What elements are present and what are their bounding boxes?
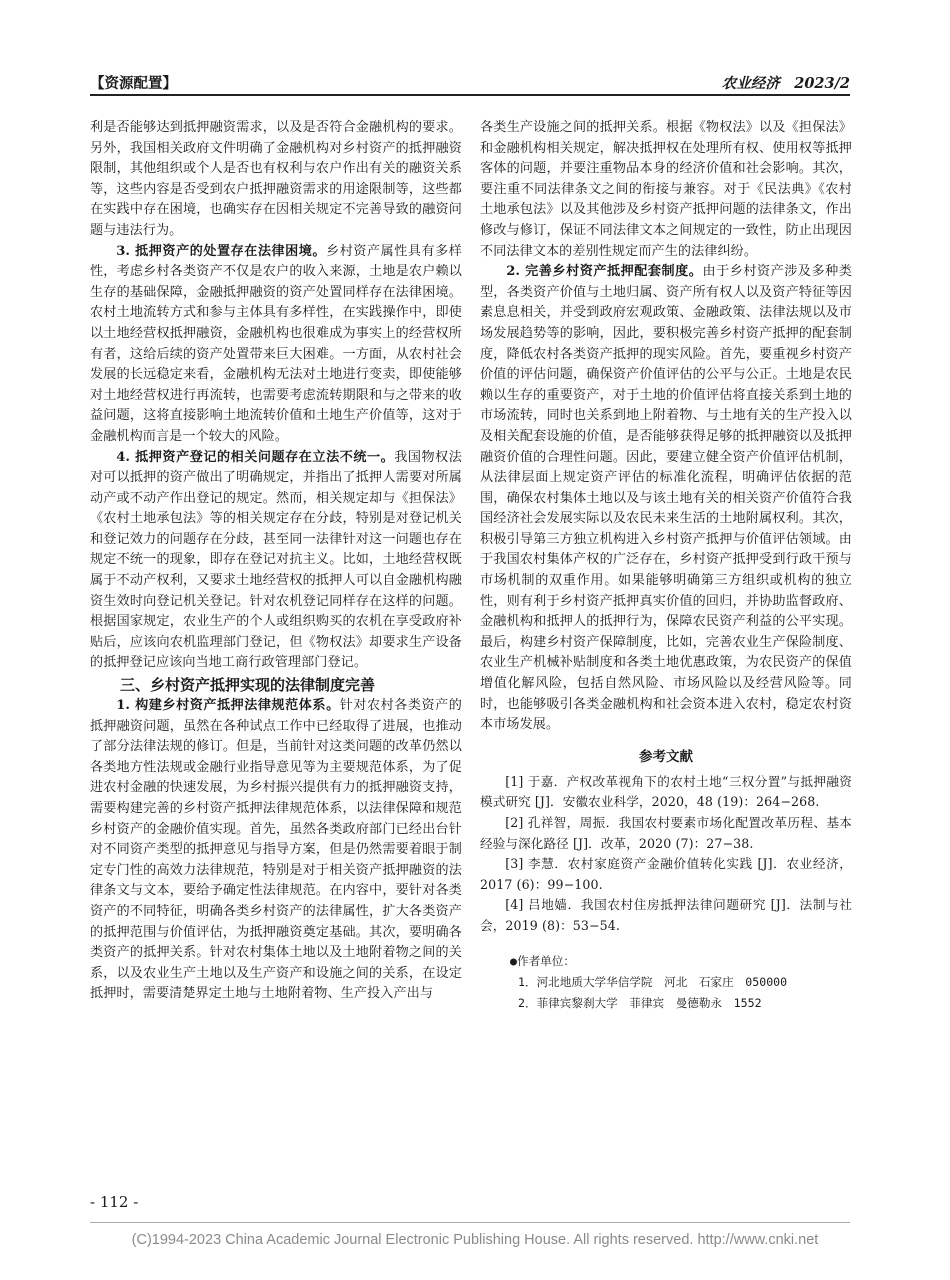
paragraph [90,448,462,675]
affiliation-line: 2．菲律宾黎刹大学 菲律宾 曼德勒永 1552 [518,995,762,1010]
running-header [90,66,850,96]
reference-item: [3] 李慧．农村家庭资产金融价值转化实践 [J]．农业经济，2017 (6)：99−100. [480,856,852,892]
paragraph-lead: 2. 完善乡村资产抵押配套制度。 [506,264,703,280]
right-column [480,118,852,1014]
copyright-line: (C)1994-2023 China Academic Journal Electronic Publishing House. All rights reserved. http://www.cnki.net [131,1232,819,1248]
page-number: - 112 - [90,1193,139,1211]
paragraph-lead: 4. 抵押资产登记的相关问题存在立法不统一。 [116,449,395,465]
paragraph [90,242,462,448]
section-tag: 【资源配置】 [90,75,177,92]
paragraph-body: 乡村资产属性具有多样性，考虑乡村各类资产不仅是农户的收入来源，土地是农户赖以生存的基础保障，金融抵押融资的资产处置同样存在法律困境。农村土地流转方式和参与主体具有多样性，在实践操作中，即使以土地经营权抵押融资，金融机构也很难成为事实上的经营权所有者，这给后续的资产处置带来巨大困难。一方面，从农村社会发展的长远稳定来看，金融机构无法对土地进行变卖，即使能够对土地经营权进行再流转，也需要考虑流转期限和与之带来的收益问题，这将直接影响土地流转价值和土地生产价值等，这对于金融机构而言是一个较大的风险。 [90,243,462,444]
paragraph [90,696,462,1005]
left-column [90,118,462,1005]
paragraph [480,262,852,736]
reference-item: [1] 于嘉．产权改革视角下的农村土地“三权分置”与抵押融资模式研究 [J]．安徽农业科学，2020，48 (19)：264−268. [480,773,852,810]
paragraph: 各类生产设施之间的抵押关系。根据《物权法》以及《担保法》和金融机构相关规定，解决抵押权在处理所有权、使用权等抵押客体的问题，并要注重物品本身的经济价值和社会影响。其次，要注重不同法律条文之间的衔接与兼容。对于《民法典》《农村土地承包法》以及其他涉及乡村资产抵押问题的法律条文，作出修改与修订，保证不同法律文本之间规定的一致性，防止出现因不同法律文本的差别性规定而产生的法律纠纷。 [480,120,852,259]
reference-item: [2] 孔祥智，周振．我国农村要素市场化配置改革历程、基本经验与深化路径 [J]．改革，2020 (7)：27−38. [480,815,852,851]
journal-issue: 农业经济 2023/2 [721,75,850,92]
author-affiliations [480,951,852,1014]
paragraph-body: 由于乡村资产涉及多种类型，各类资产价值与土地归属、资产所有权人以及资产特征等因素息息相关，并受到政府宏观政策、金融政策、法律法规以及市场发展趋势等的影响，因此，要积极完善乡村资产抵押的配套制度，降低农村各类资产抵押的现实风险。首先，要重视乡村资产价值的评估问题，确保资产价值评估的公平与公正。土地是农民赖以生存的重要资产，对于土地的价值评估将直接关系到土地的市场流转，同时也关系到地上附着物、与土地有关的生产投入以及相关配套设施的价值，是否能够获得足够的抵押融资以及抵押融资价值的合理性问题。因此，要建立健全资产价值评估机制，从法律层面上规定资产评估的标准化流程，明确评估依据的范围，确保农村集体土地以及与该土地有关的相关资产价值符合我国经济社会发展实际以及农民未来生活的土地附属权利。其次，积极引导第三方独立机构进入乡村资产抵押与价值评估领域。由于我国农村集体产权的广泛存在，乡村资产抵押受到行政干预与市场机制的双重作用。如果能够明确第三方组织或机构的独立性，则有利于乡村资产抵押真实价值的回归，并协助监督政府、金融机构和抵押人的抵押行为，保障农民资产利益的公平实现。最后，构建乡村资产保障制度，比如，完善农业生产保险制度、农业生产机械补贴制度和各类土地优惠政策，为农民资产的保值增值化解风险，包括自然风险、市场风险以及经营风险等。同时，也能够吸引各类金融机构和社会资本进入农村，稳定农村资本市场发展。 [480,264,852,733]
paragraph-lead: 1. 构建乡村资产抵押法律规范体系。 [116,698,340,714]
references-heading: 参考文献 [639,748,693,765]
references-list [480,772,852,937]
footer-divider [90,1222,850,1223]
reference-item: [4] 吕地嫱．我国农村住房抵押法律问题研究 [J]．法制与社会，2019 (8)：53−54. [480,897,852,933]
paragraph-body: 我国物权法对可以抵押的资产做出了明确规定，并指出了抵押人需要对所属动产或不动产作出登记的规定。然而，相关规定却与《担保法》《农村土地承包法》等的相关规定存在分歧，特别是对登记机关和登记效力的问题存在分歧，甚至同一法律针对这一问题也存在规定不统一的现象，即存在登记对抗主义。比如，土地经营权既属于不动产权利，又要求土地经营权的抵押人可以自金融机构融资生效时向登记机关登记。针对农机登记同样存在这样的问题。根据国家规定，农业生产的个人或组织购买的农机在享受政府补贴后，应该向农机监理部门登记，但《物权法》却要求生产设备的抵押登记应该向当地工商行政管理部门登记。 [90,449,462,671]
affiliation-line: 1．河北地质大学华信学院 河北 石家庄 050000 [518,974,788,989]
paragraph-body: 针对农村各类资产的抵押融资问题，虽然在各种试点工作中已经取得了进展，也推动了部分法律法规的修订。但是，当前针对这类问题的改革仍然以各类地方性法规或金融行业指导意见等为主要规范体系，为了促进农村金融的快速发展，为乡村振兴提供有力的抵押融资支持，需要构建完善的乡村资产抵押法律规范体系，以法律保障和规范乡村资产的金融价值实现。首先，虽然各类政府部门已经出台针对不同资产类型的抵押意见与指导方案，但是仍然需要着眼于制定专门性的高效力法律规范，特别是对于相关资产抵押融资的法律条文与文本，要给予确定性法律规范。在内容中，要针对各类资产的不同特征，明确各类乡村资产的法律属性，扩大各类资产的抵押范围与价值评估，为抵押融资奠定基础。其次，要明确各类资产的抵押关系。针对农村集体土地以及土地附着物之间的关系，以及农业生产土地以及生产资产和设施之间的关系，在设定抵押时，需要清楚界定土地与土地附着物、生产投入产出与 [90,698,463,1002]
paragraph-lead: 3. 抵押资产的处置存在法律困境。 [116,243,327,259]
section-heading: 三、乡村资产抵押实现的法律制度完善 [120,676,376,695]
paragraph: 利是否能够达到抵押融资需求，以及是否符合金融机构的要求。另外，我国相关政府文件明确了金融机构对乡村资产的抵押融资限制，其他组织或个人是否也有权利与农户作出有关的融资关系等，这些内容是否受到农户抵押融资需求的用途限制等，这些都在实践中存在困境，也确实存在因相关规定不完善导致的融资问题与违法行为。 [90,120,462,238]
affiliation-heading: ●作者单位： [510,953,575,968]
